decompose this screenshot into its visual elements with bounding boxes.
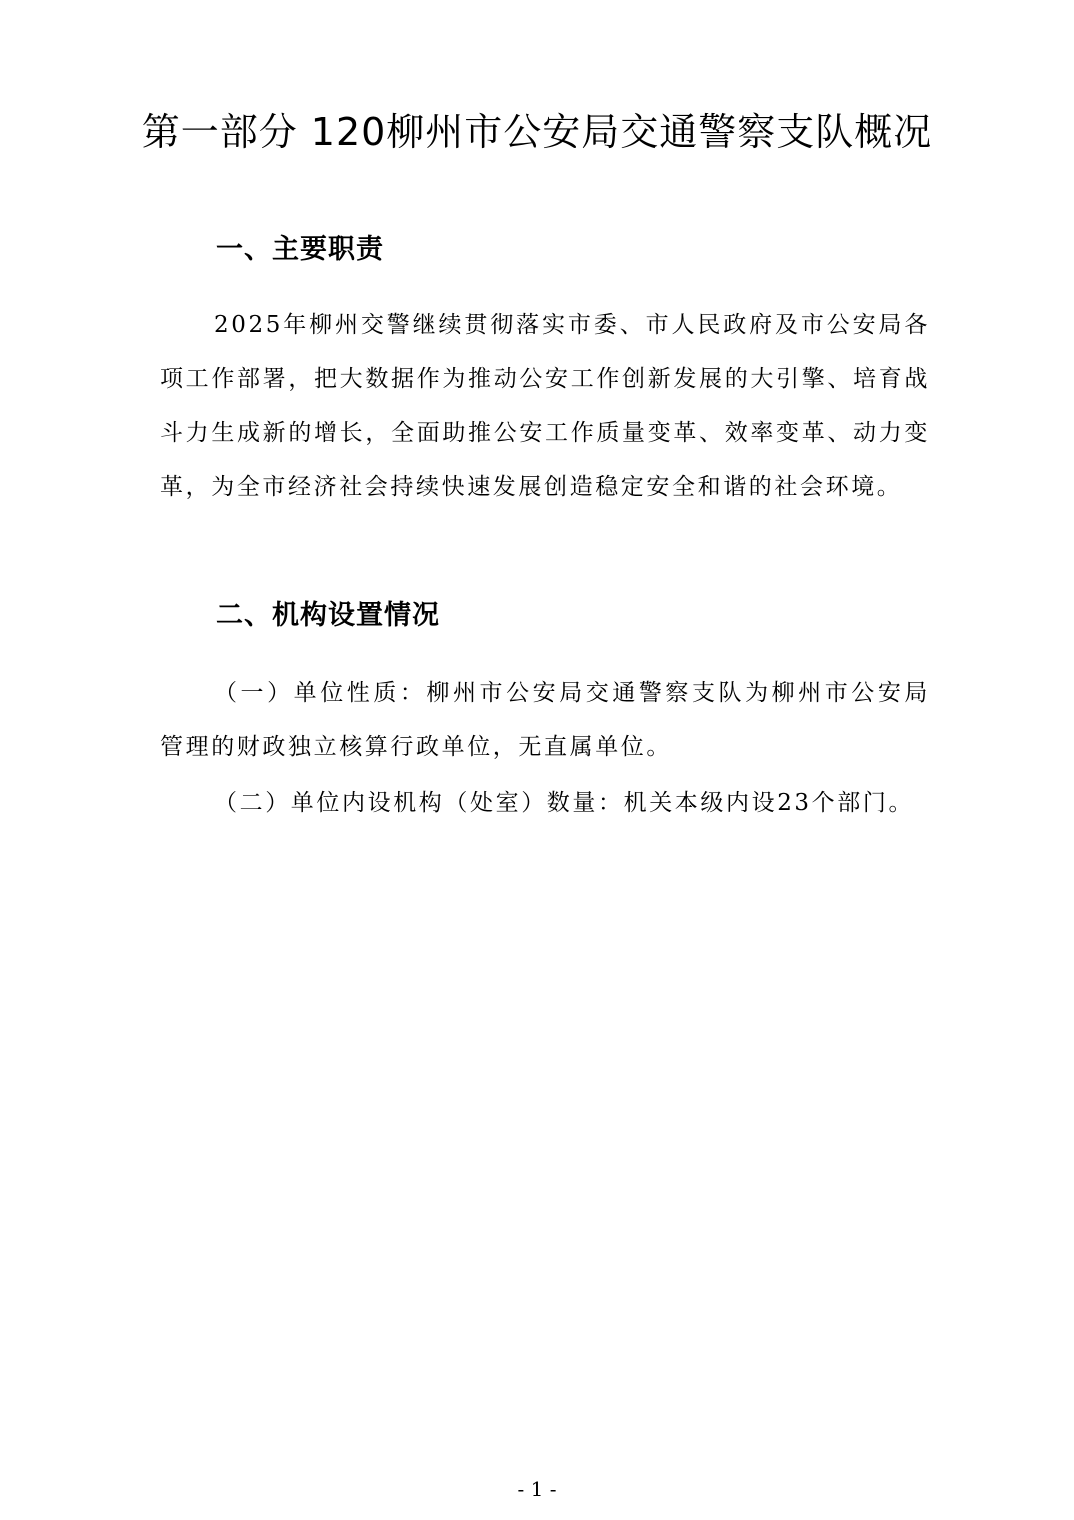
section-heading-main-duties: 一、主要职责 (216, 234, 384, 265)
document-title: 第一部分 120柳州市公安局交通警察支队概况 (141, 110, 933, 154)
section-heading-organization: 二、机构设置情况 (216, 600, 440, 631)
paragraph-internal-departments: （二）单位内设机构（处室）数量：机关本级内设23个部门。 (214, 790, 915, 816)
paragraph-unit-nature: （一）单位性质：柳州市公安局交通警察支队为柳州市公安局管理的财政独立核算行政单位，无直属单位。 (160, 680, 930, 760)
paragraph-main-duties: 2025年柳州交警继续贯彻落实市委、市人民政府及市公安局各项工作部署，把大数据作为推动公安工作创新发展的大引擎、培育战斗力生成新的增长，全面助推公安工作质量变革、效率变革、动力变革，为全市经济社会持续快速发展创造稳定安全和谐的社会环境。 (160, 312, 930, 500)
page-number: - 1 - (517, 1477, 557, 1501)
